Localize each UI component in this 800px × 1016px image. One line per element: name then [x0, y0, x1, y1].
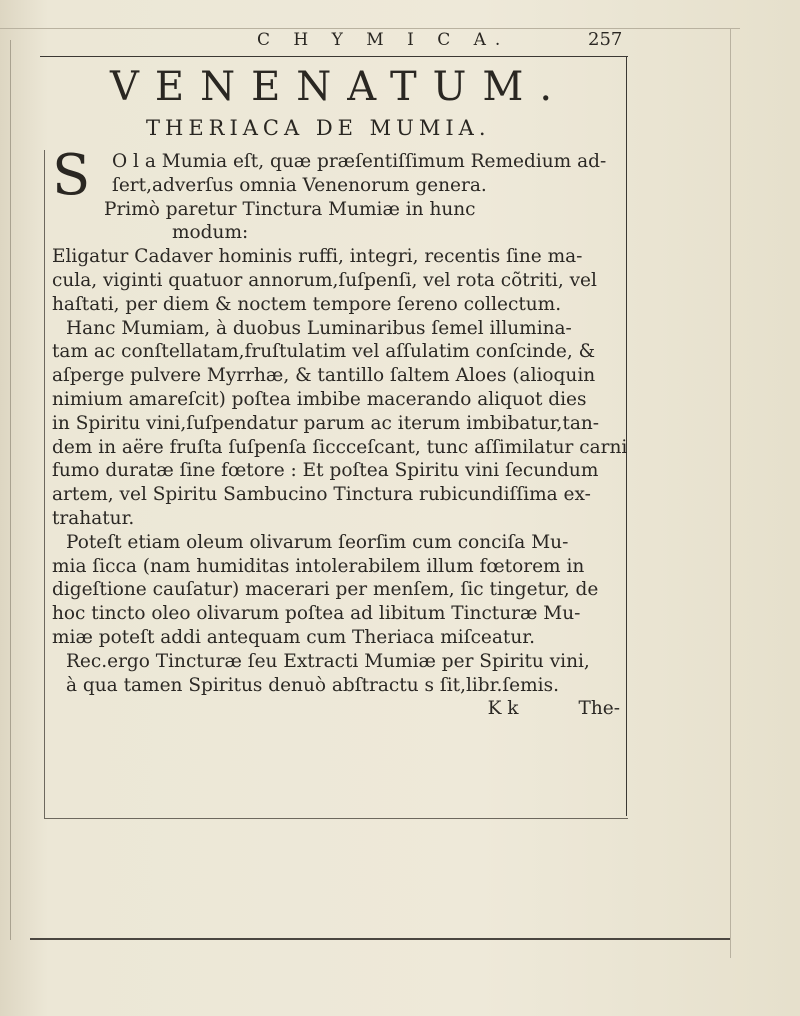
page-edge-bottom [30, 938, 730, 940]
text-line: Hanc Mumiam, à duobus Luminaribus ſemel illumina- [66, 317, 572, 339]
running-head: C H Y M I C A. [257, 30, 510, 50]
text-line: Poteſt etiam oleum olivarum ſeorſim cum conciſa Mu- [66, 531, 569, 553]
page-edge-top [0, 28, 740, 29]
text-frame-top-rule [40, 56, 628, 57]
text-line: artem, vel Spiritu Sambucino Tinctura rubicundiſſima ex- [52, 484, 591, 506]
text-line: mia ſicca (nam humiditas intolerabilem illum fœtorem in [52, 555, 585, 577]
text-line: in Spiritu vini,ſuſpendatur parum ac iterum imbibatur,tan- [52, 412, 600, 434]
page-edge-left [10, 40, 11, 940]
drop-cap: S [52, 143, 91, 208]
text-line: aſperge pulvere Myrrhæ, & tantillo ſaltem Aloes (alioquin [52, 365, 596, 387]
text-line: hoc tincto oleo olivarum poſtea ad libitum Tincturæ Mu- [52, 603, 581, 625]
page-edge-right [730, 28, 731, 958]
text-line: digeſtione cauſatur) macerari per menſem, ſic tingetur, de [52, 579, 599, 601]
text-line: O l a Mumia eſt, quæ præſentiſſimum Remedium ad- [112, 151, 607, 172]
text-line: Primò paretur Tinctura Mumiæ in hunc [104, 198, 476, 220]
text-line: Rec.ergo Tincturæ ſeu Extracti Mumiæ per Spiritu vini, [66, 650, 590, 672]
text-line: nimium amareſcit) poſtea imbibe macerando aliquot dies [52, 388, 587, 410]
text-line: modum: [172, 222, 249, 244]
text-line: miæ poteſt addi antequam cum Theriaca miſceatur. [52, 626, 535, 648]
text-frame-bottom-rule [44, 818, 628, 819]
page-subtitle: THERIACA DE MUMIA. [146, 116, 491, 140]
page-number: 257 [588, 29, 623, 50]
page-title: VENENATUM. [110, 64, 569, 110]
catchword-row [52, 697, 624, 721]
text-line: haſtati, per diem & noctem tempore ſereno collectum. [52, 293, 562, 315]
text-frame-left-rule [44, 150, 45, 818]
text-frame-right-rule [626, 56, 627, 816]
text-line: à qua tamen Spiritus denuò abſtractu s ſit,libr.ſemis. [66, 674, 559, 696]
text-line: cula, viginti quatuor annorum,ſuſpenſi, vel rota cõtriti, vel [52, 269, 597, 291]
text-line: dem in aëre fruſta ſuſpenſa ſiccceſcant, tunc aſſimilatur carni [52, 436, 628, 458]
signature-mark: K k [487, 698, 519, 720]
body-text [52, 143, 628, 721]
text-line: Eligatur Cadaver hominis ruffi, integri, recentis ſine ma- [52, 246, 583, 268]
text-line: tam ac conſtellatam,fruſtulatim vel aſſulatim conſcinde, & [52, 341, 596, 363]
text-line: fumo duratæ ſine fœtore : Et poſtea Spiritu vini ſecundum [52, 460, 599, 482]
text-line: ſert,adverſus omnia Venenorum genera. [112, 174, 487, 196]
text-line: trahatur. [52, 507, 135, 529]
catchword: The- [578, 698, 620, 720]
